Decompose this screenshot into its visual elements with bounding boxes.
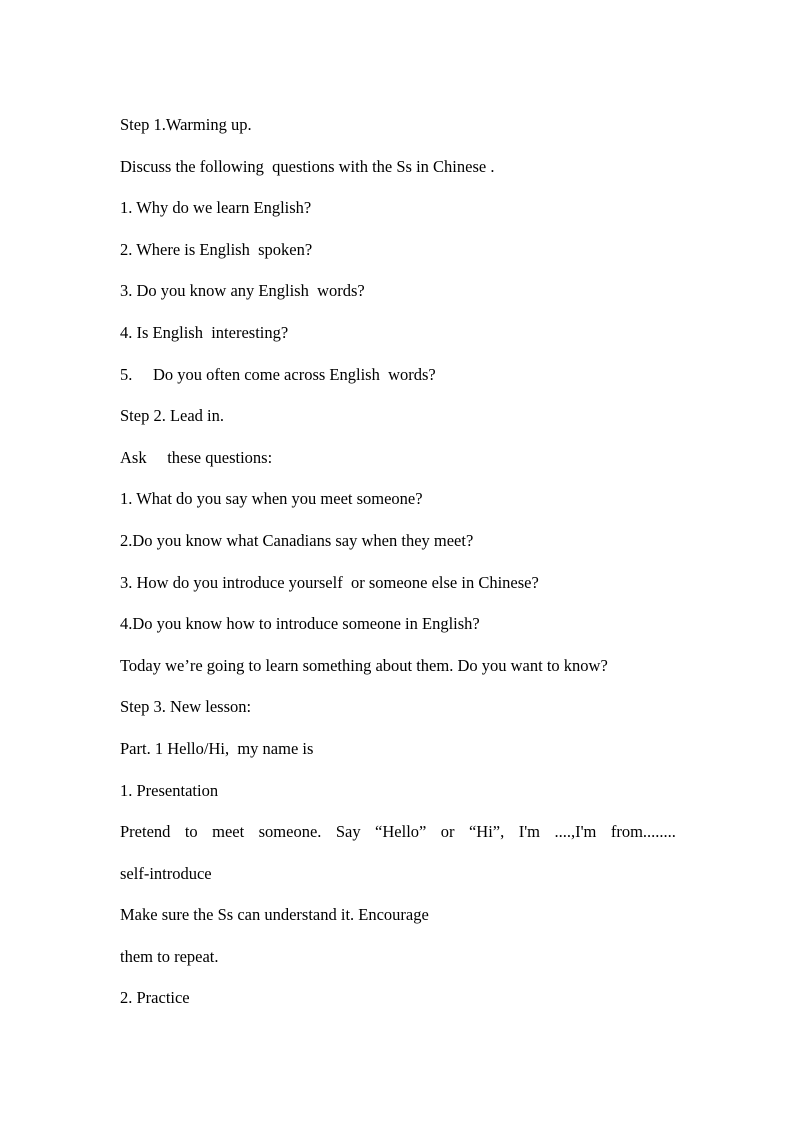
paragraph-line: them to repeat. [120,946,219,966]
question-line: 5. Do you often come across English words? [120,364,436,384]
document-body [120,104,676,1019]
paragraph-line: self-introduce [120,863,212,883]
step-1-heading: Step 1.Warming up. [120,115,252,134]
practice-heading: 2. Practice [120,988,190,1008]
presentation-heading: 1. Presentation [120,780,219,800]
question-line: 1. Why do we learn English? [120,198,312,218]
question-line: 4.Do you know how to introduce someone in English? [120,614,480,634]
word: “Hello” [375,822,427,842]
word: from........ [610,822,676,842]
instruction-line: Ask these questions: [120,447,273,467]
instruction-line: Discuss the following questions with the Ss in Chinese . [120,156,495,176]
word: or [440,822,455,842]
question-line: 3. Do you know any English words? [120,281,365,301]
word: Say [335,822,361,842]
question-line: 2.Do you know what Canadians say when they meet? [120,530,474,550]
paragraph-line: Make sure the Ss can understand it. Encourage [120,905,429,925]
transition-line: Today we’re going to learn something about them. Do you want to know? [120,655,608,675]
word: “Hi”, [468,822,505,842]
word: to [184,822,198,842]
step-3-heading: Step 3. New lesson: [120,697,252,717]
question-line: 3. How do you introduce yourself or someone else in Chinese? [120,572,539,592]
word: ....,I'm [554,822,597,842]
question-line: 2. Where is English spoken? [120,239,313,259]
word: meet [212,822,245,842]
step-2-heading: Step 2. Lead in. [120,406,225,426]
word: I'm [518,822,541,842]
word: Pretend [120,822,171,842]
question-line: 4. Is English interesting? [120,322,289,342]
justified-paragraph-line [120,811,676,853]
part-1-heading: Part. 1 Hello/Hi, my name is [120,738,314,758]
question-line: 1. What do you say when you meet someone? [120,489,423,509]
word: someone. [258,822,322,842]
